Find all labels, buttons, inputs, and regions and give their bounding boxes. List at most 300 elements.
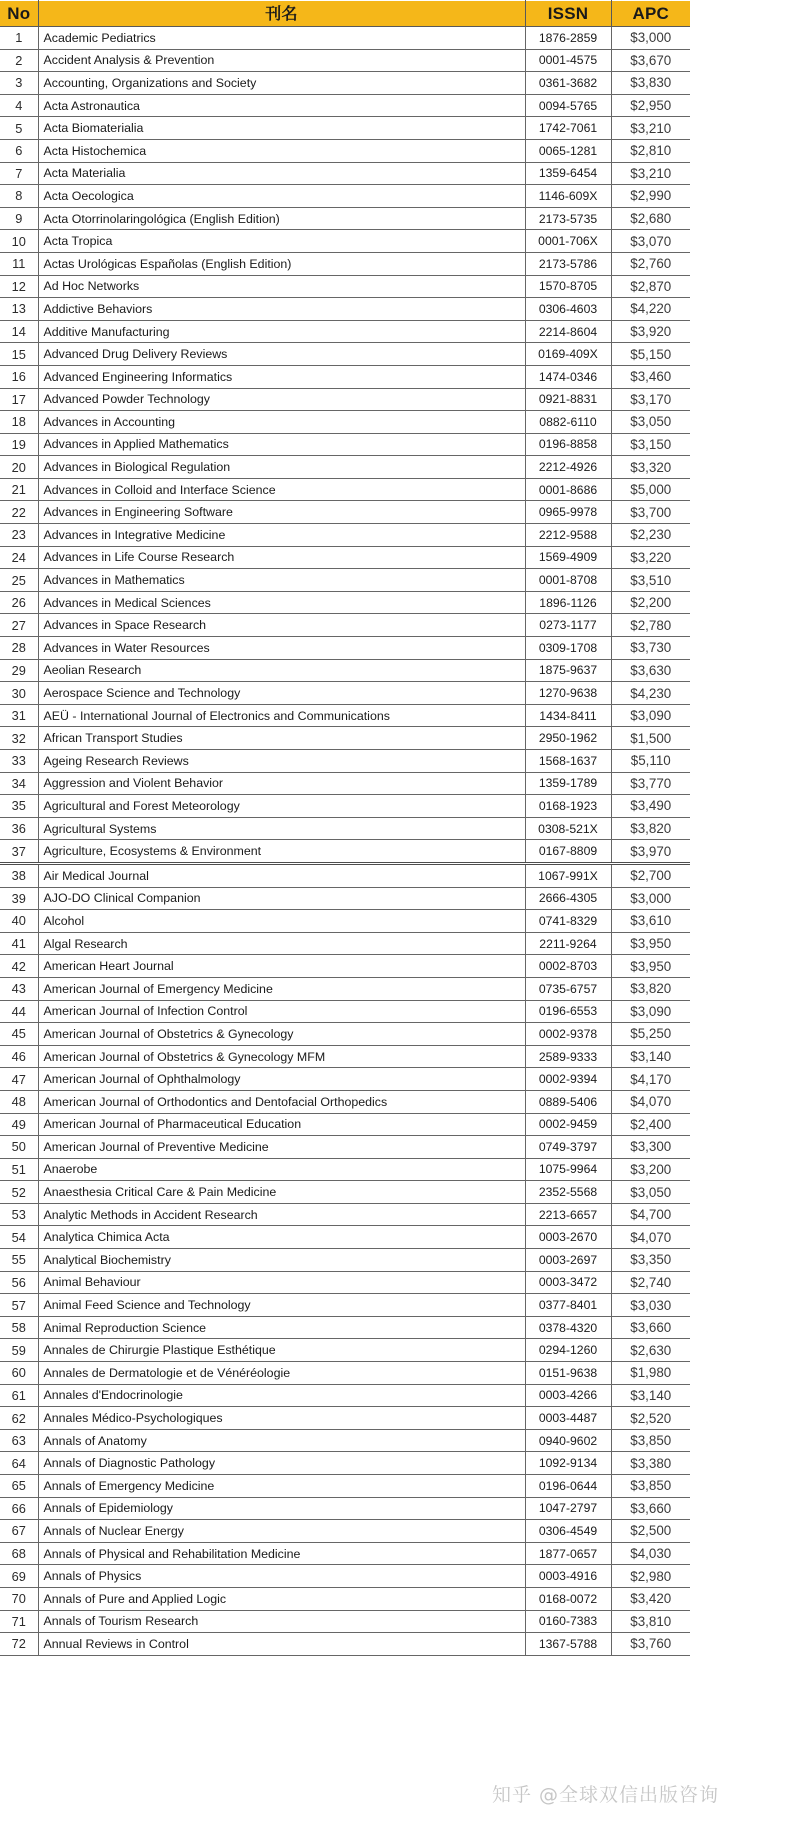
issn-cell[interactable]: 2666-4305: [525, 887, 611, 910]
apc-cell[interactable]: $4,700: [611, 1203, 690, 1226]
table-row[interactable]: [0, 546, 690, 569]
journal-name-cell[interactable]: Ad Hoc Networks: [38, 275, 525, 298]
issn-cell[interactable]: 0741-8329: [525, 910, 611, 933]
journal-name-cell[interactable]: Animal Behaviour: [38, 1271, 525, 1294]
journal-name-cell[interactable]: Acta Biomaterialia: [38, 117, 525, 140]
journal-name-cell[interactable]: Advances in Colloid and Interface Science: [38, 478, 525, 501]
apc-cell[interactable]: $3,630: [611, 659, 690, 682]
table-row[interactable]: [0, 1203, 690, 1226]
row-number-cell[interactable]: 60: [0, 1362, 38, 1385]
row-number-cell[interactable]: 32: [0, 727, 38, 750]
apc-cell[interactable]: $3,950: [611, 955, 690, 978]
journal-name-cell[interactable]: Analytic Methods in Accident Research: [38, 1203, 525, 1226]
journal-name-cell[interactable]: Accident Analysis & Prevention: [38, 49, 525, 72]
journal-name-cell[interactable]: Advances in Medical Sciences: [38, 591, 525, 614]
journal-name-cell[interactable]: Acta Otorrinolaringológica (English Edition): [38, 207, 525, 230]
row-number-cell[interactable]: 26: [0, 591, 38, 614]
journal-name-cell[interactable]: AEÜ - International Journal of Electronics and Communications: [38, 704, 525, 727]
table-row[interactable]: [0, 750, 690, 773]
journal-name-cell[interactable]: Advances in Integrative Medicine: [38, 524, 525, 547]
row-number-cell[interactable]: 69: [0, 1565, 38, 1588]
row-number-cell[interactable]: 41: [0, 932, 38, 955]
apc-cell[interactable]: $3,000: [611, 887, 690, 910]
table-row[interactable]: [0, 727, 690, 750]
column-header-name[interactable]: 刊名: [38, 1, 525, 27]
table-row[interactable]: [0, 1339, 690, 1362]
journal-name-cell[interactable]: Algal Research: [38, 932, 525, 955]
row-number-cell[interactable]: 65: [0, 1475, 38, 1498]
issn-cell[interactable]: 0377-8401: [525, 1294, 611, 1317]
apc-cell[interactable]: $3,220: [611, 546, 690, 569]
row-number-cell[interactable]: 46: [0, 1045, 38, 1068]
journal-name-cell[interactable]: Alcohol: [38, 910, 525, 933]
row-number-cell[interactable]: 17: [0, 388, 38, 411]
apc-cell[interactable]: $2,760: [611, 252, 690, 275]
table-row[interactable]: [0, 977, 690, 1000]
apc-cell[interactable]: $1,980: [611, 1362, 690, 1385]
table-row[interactable]: [0, 1113, 690, 1136]
issn-cell[interactable]: 2211-9264: [525, 932, 611, 955]
row-number-cell[interactable]: 7: [0, 162, 38, 185]
row-number-cell[interactable]: 47: [0, 1068, 38, 1091]
apc-cell[interactable]: $3,970: [611, 840, 690, 864]
issn-cell[interactable]: 1067-991X: [525, 863, 611, 887]
issn-cell[interactable]: 0196-0644: [525, 1475, 611, 1498]
apc-cell[interactable]: $3,610: [611, 910, 690, 933]
apc-cell[interactable]: $2,950: [611, 94, 690, 117]
apc-cell[interactable]: $4,070: [611, 1090, 690, 1113]
apc-cell[interactable]: $2,700: [611, 863, 690, 887]
apc-cell[interactable]: $3,350: [611, 1249, 690, 1272]
apc-cell[interactable]: $2,810: [611, 139, 690, 162]
table-row[interactable]: [0, 27, 690, 50]
row-number-cell[interactable]: 39: [0, 887, 38, 910]
issn-cell[interactable]: 0002-9394: [525, 1068, 611, 1091]
apc-cell[interactable]: $2,630: [611, 1339, 690, 1362]
apc-cell[interactable]: $2,200: [611, 591, 690, 614]
journal-name-cell[interactable]: Analytical Biochemistry: [38, 1249, 525, 1272]
issn-cell[interactable]: 1359-1789: [525, 772, 611, 795]
apc-cell[interactable]: $5,250: [611, 1023, 690, 1046]
apc-cell[interactable]: $3,760: [611, 1633, 690, 1656]
apc-cell[interactable]: $3,660: [611, 1316, 690, 1339]
journal-name-cell[interactable]: Animal Reproduction Science: [38, 1316, 525, 1339]
table-row[interactable]: [0, 1610, 690, 1633]
row-number-cell[interactable]: 9: [0, 207, 38, 230]
apc-cell[interactable]: $3,090: [611, 704, 690, 727]
row-number-cell[interactable]: 30: [0, 682, 38, 705]
table-row[interactable]: [0, 1181, 690, 1204]
row-number-cell[interactable]: 45: [0, 1023, 38, 1046]
apc-cell[interactable]: $3,210: [611, 162, 690, 185]
apc-cell[interactable]: $3,920: [611, 320, 690, 343]
table-row[interactable]: [0, 910, 690, 933]
apc-cell[interactable]: $3,300: [611, 1136, 690, 1159]
table-row[interactable]: [0, 863, 690, 887]
row-number-cell[interactable]: 59: [0, 1339, 38, 1362]
issn-cell[interactable]: 0003-2697: [525, 1249, 611, 1272]
table-row[interactable]: [0, 478, 690, 501]
apc-cell[interactable]: $3,210: [611, 117, 690, 140]
issn-cell[interactable]: 2173-5786: [525, 252, 611, 275]
issn-cell[interactable]: 0168-0072: [525, 1587, 611, 1610]
table-row[interactable]: [0, 72, 690, 95]
apc-cell[interactable]: $3,660: [611, 1497, 690, 1520]
journal-name-cell[interactable]: Ageing Research Reviews: [38, 750, 525, 773]
row-number-cell[interactable]: 67: [0, 1520, 38, 1543]
issn-cell[interactable]: 0735-6757: [525, 977, 611, 1000]
issn-cell[interactable]: 0168-1923: [525, 795, 611, 818]
table-row[interactable]: [0, 1587, 690, 1610]
journal-name-cell[interactable]: American Journal of Orthodontics and Dentofacial Orthopedics: [38, 1090, 525, 1113]
journal-name-cell[interactable]: Advanced Powder Technology: [38, 388, 525, 411]
journal-name-cell[interactable]: American Journal of Preventive Medicine: [38, 1136, 525, 1159]
issn-cell[interactable]: 0003-4487: [525, 1407, 611, 1430]
table-row[interactable]: [0, 1136, 690, 1159]
table-row[interactable]: [0, 230, 690, 253]
row-number-cell[interactable]: 11: [0, 252, 38, 275]
journal-name-cell[interactable]: Academic Pediatrics: [38, 27, 525, 50]
apc-cell[interactable]: $3,090: [611, 1000, 690, 1023]
row-number-cell[interactable]: 37: [0, 840, 38, 864]
row-number-cell[interactable]: 64: [0, 1452, 38, 1475]
journal-name-cell[interactable]: American Journal of Infection Control: [38, 1000, 525, 1023]
journal-name-cell[interactable]: Annales de Dermatologie et de Vénéréologie: [38, 1362, 525, 1385]
apc-cell[interactable]: $3,950: [611, 932, 690, 955]
table-row[interactable]: [0, 772, 690, 795]
table-row[interactable]: [0, 433, 690, 456]
journal-name-cell[interactable]: Acta Astronautica: [38, 94, 525, 117]
issn-cell[interactable]: 1875-9637: [525, 659, 611, 682]
apc-cell[interactable]: $2,400: [611, 1113, 690, 1136]
table-row[interactable]: [0, 591, 690, 614]
journal-name-cell[interactable]: Advances in Water Resources: [38, 637, 525, 660]
table-row[interactable]: [0, 343, 690, 366]
apc-cell[interactable]: $3,510: [611, 569, 690, 592]
table-row[interactable]: [0, 932, 690, 955]
table-row[interactable]: [0, 139, 690, 162]
journal-name-cell[interactable]: American Journal of Pharmaceutical Education: [38, 1113, 525, 1136]
table-row[interactable]: [0, 117, 690, 140]
apc-cell[interactable]: $2,780: [611, 614, 690, 637]
issn-cell[interactable]: 2589-9333: [525, 1045, 611, 1068]
row-number-cell[interactable]: 66: [0, 1497, 38, 1520]
issn-cell[interactable]: 0001-8686: [525, 478, 611, 501]
row-number-cell[interactable]: 48: [0, 1090, 38, 1113]
issn-cell[interactable]: 0749-3797: [525, 1136, 611, 1159]
table-row[interactable]: [0, 320, 690, 343]
journal-name-cell[interactable]: Annals of Diagnostic Pathology: [38, 1452, 525, 1475]
apc-cell[interactable]: $2,870: [611, 275, 690, 298]
row-number-cell[interactable]: 51: [0, 1158, 38, 1181]
issn-cell[interactable]: 2213-6657: [525, 1203, 611, 1226]
table-row[interactable]: [0, 1316, 690, 1339]
journal-name-cell[interactable]: Advanced Drug Delivery Reviews: [38, 343, 525, 366]
issn-cell[interactable]: 0002-8703: [525, 955, 611, 978]
row-number-cell[interactable]: 35: [0, 795, 38, 818]
issn-cell[interactable]: 2212-4926: [525, 456, 611, 479]
issn-cell[interactable]: 0003-4916: [525, 1565, 611, 1588]
apc-cell[interactable]: $3,830: [611, 72, 690, 95]
row-number-cell[interactable]: 38: [0, 863, 38, 887]
row-number-cell[interactable]: 12: [0, 275, 38, 298]
table-row[interactable]: [0, 411, 690, 434]
apc-cell[interactable]: $4,170: [611, 1068, 690, 1091]
table-row[interactable]: [0, 1045, 690, 1068]
apc-cell[interactable]: $3,850: [611, 1475, 690, 1498]
row-number-cell[interactable]: 42: [0, 955, 38, 978]
table-row[interactable]: [0, 1497, 690, 1520]
journal-name-cell[interactable]: Addictive Behaviors: [38, 298, 525, 321]
issn-cell[interactable]: 0308-521X: [525, 817, 611, 840]
row-number-cell[interactable]: 53: [0, 1203, 38, 1226]
row-number-cell[interactable]: 55: [0, 1249, 38, 1272]
apc-cell[interactable]: $3,420: [611, 1587, 690, 1610]
apc-cell[interactable]: $3,140: [611, 1045, 690, 1068]
issn-cell[interactable]: 0378-4320: [525, 1316, 611, 1339]
table-row[interactable]: [0, 275, 690, 298]
table-row[interactable]: [0, 162, 690, 185]
table-row[interactable]: [0, 795, 690, 818]
issn-cell[interactable]: 0921-8831: [525, 388, 611, 411]
journal-name-cell[interactable]: Advances in Engineering Software: [38, 501, 525, 524]
issn-cell[interactable]: 0889-5406: [525, 1090, 611, 1113]
issn-cell[interactable]: 0003-4266: [525, 1384, 611, 1407]
table-row[interactable]: [0, 1249, 690, 1272]
issn-cell[interactable]: 0306-4549: [525, 1520, 611, 1543]
journal-name-cell[interactable]: Annals of Tourism Research: [38, 1610, 525, 1633]
journal-name-cell[interactable]: Air Medical Journal: [38, 863, 525, 887]
table-row[interactable]: [0, 887, 690, 910]
table-row[interactable]: [0, 298, 690, 321]
row-number-cell[interactable]: 15: [0, 343, 38, 366]
issn-cell[interactable]: 0882-6110: [525, 411, 611, 434]
row-number-cell[interactable]: 71: [0, 1610, 38, 1633]
row-number-cell[interactable]: 24: [0, 546, 38, 569]
row-number-cell[interactable]: 5: [0, 117, 38, 140]
issn-cell[interactable]: 0309-1708: [525, 637, 611, 660]
journal-name-cell[interactable]: Advances in Life Course Research: [38, 546, 525, 569]
table-row[interactable]: [0, 1158, 690, 1181]
table-row[interactable]: [0, 1452, 690, 1475]
table-row[interactable]: [0, 456, 690, 479]
issn-cell[interactable]: 1092-9134: [525, 1452, 611, 1475]
row-number-cell[interactable]: 62: [0, 1407, 38, 1430]
table-row[interactable]: [0, 185, 690, 208]
table-row[interactable]: [0, 569, 690, 592]
apc-cell[interactable]: $3,320: [611, 456, 690, 479]
issn-cell[interactable]: 1877-0657: [525, 1542, 611, 1565]
row-number-cell[interactable]: 63: [0, 1429, 38, 1452]
issn-cell[interactable]: 1568-1637: [525, 750, 611, 773]
row-number-cell[interactable]: 31: [0, 704, 38, 727]
apc-cell[interactable]: $3,770: [611, 772, 690, 795]
issn-cell[interactable]: 1075-9964: [525, 1158, 611, 1181]
row-number-cell[interactable]: 40: [0, 910, 38, 933]
issn-cell[interactable]: 1434-8411: [525, 704, 611, 727]
journal-name-cell[interactable]: Analytica Chimica Acta: [38, 1226, 525, 1249]
journal-name-cell[interactable]: Agriculture, Ecosystems & Environment: [38, 840, 525, 864]
journal-name-cell[interactable]: Agricultural Systems: [38, 817, 525, 840]
table-row[interactable]: [0, 501, 690, 524]
journal-name-cell[interactable]: Annales Médico-Psychologiques: [38, 1407, 525, 1430]
issn-cell[interactable]: 0306-4603: [525, 298, 611, 321]
row-number-cell[interactable]: 50: [0, 1136, 38, 1159]
journal-name-cell[interactable]: Advanced Engineering Informatics: [38, 365, 525, 388]
row-number-cell[interactable]: 13: [0, 298, 38, 321]
issn-cell[interactable]: 1146-609X: [525, 185, 611, 208]
row-number-cell[interactable]: 2: [0, 49, 38, 72]
row-number-cell[interactable]: 21: [0, 478, 38, 501]
table-row[interactable]: [0, 1090, 690, 1113]
table-row[interactable]: [0, 704, 690, 727]
journal-name-cell[interactable]: American Journal of Ophthalmology: [38, 1068, 525, 1091]
issn-cell[interactable]: 0002-9378: [525, 1023, 611, 1046]
apc-cell[interactable]: $3,000: [611, 27, 690, 50]
journal-name-cell[interactable]: Annals of Pure and Applied Logic: [38, 1587, 525, 1610]
issn-cell[interactable]: 0361-3682: [525, 72, 611, 95]
issn-cell[interactable]: 1896-1126: [525, 591, 611, 614]
issn-cell[interactable]: 0169-409X: [525, 343, 611, 366]
journal-name-cell[interactable]: Actas Urológicas Españolas (English Edition): [38, 252, 525, 275]
row-number-cell[interactable]: 56: [0, 1271, 38, 1294]
row-number-cell[interactable]: 16: [0, 365, 38, 388]
apc-cell[interactable]: $3,030: [611, 1294, 690, 1317]
row-number-cell[interactable]: 3: [0, 72, 38, 95]
table-row[interactable]: [0, 1294, 690, 1317]
table-row[interactable]: [0, 388, 690, 411]
journal-name-cell[interactable]: AJO-DO Clinical Companion: [38, 887, 525, 910]
apc-cell[interactable]: $2,980: [611, 1565, 690, 1588]
row-number-cell[interactable]: 10: [0, 230, 38, 253]
table-row[interactable]: [0, 1520, 690, 1543]
apc-cell[interactable]: $3,050: [611, 1181, 690, 1204]
row-number-cell[interactable]: 49: [0, 1113, 38, 1136]
apc-cell[interactable]: $2,520: [611, 1407, 690, 1430]
journal-name-cell[interactable]: Animal Feed Science and Technology: [38, 1294, 525, 1317]
row-number-cell[interactable]: 8: [0, 185, 38, 208]
issn-cell[interactable]: 0167-8809: [525, 840, 611, 864]
journal-name-cell[interactable]: Annales d'Endocrinologie: [38, 1384, 525, 1407]
apc-cell[interactable]: $3,670: [611, 49, 690, 72]
issn-cell[interactable]: 0001-706X: [525, 230, 611, 253]
row-number-cell[interactable]: 43: [0, 977, 38, 1000]
issn-cell[interactable]: 0094-5765: [525, 94, 611, 117]
apc-cell[interactable]: $3,380: [611, 1452, 690, 1475]
row-number-cell[interactable]: 57: [0, 1294, 38, 1317]
table-row[interactable]: [0, 955, 690, 978]
journal-name-cell[interactable]: Aeolian Research: [38, 659, 525, 682]
issn-cell[interactable]: 0196-8858: [525, 433, 611, 456]
journal-name-cell[interactable]: Agricultural and Forest Meteorology: [38, 795, 525, 818]
row-number-cell[interactable]: 36: [0, 817, 38, 840]
table-row[interactable]: [0, 524, 690, 547]
table-row[interactable]: [0, 817, 690, 840]
apc-cell[interactable]: $4,030: [611, 1542, 690, 1565]
journal-name-cell[interactable]: Acta Oecologica: [38, 185, 525, 208]
issn-cell[interactable]: 1570-8705: [525, 275, 611, 298]
journal-name-cell[interactable]: Annals of Emergency Medicine: [38, 1475, 525, 1498]
journal-name-cell[interactable]: Acta Tropica: [38, 230, 525, 253]
journal-name-cell[interactable]: Additive Manufacturing: [38, 320, 525, 343]
apc-cell[interactable]: $4,220: [611, 298, 690, 321]
journal-name-cell[interactable]: Aggression and Violent Behavior: [38, 772, 525, 795]
table-row[interactable]: [0, 1000, 690, 1023]
issn-cell[interactable]: 1047-2797: [525, 1497, 611, 1520]
apc-cell[interactable]: $3,140: [611, 1384, 690, 1407]
row-number-cell[interactable]: 4: [0, 94, 38, 117]
journal-name-cell[interactable]: Anaerobe: [38, 1158, 525, 1181]
row-number-cell[interactable]: 54: [0, 1226, 38, 1249]
issn-cell[interactable]: 1367-5788: [525, 1633, 611, 1656]
issn-cell[interactable]: 0001-8708: [525, 569, 611, 592]
apc-cell[interactable]: $3,810: [611, 1610, 690, 1633]
issn-cell[interactable]: 0273-1177: [525, 614, 611, 637]
table-row[interactable]: [0, 1542, 690, 1565]
journal-name-cell[interactable]: American Heart Journal: [38, 955, 525, 978]
table-row[interactable]: [0, 365, 690, 388]
table-row[interactable]: [0, 682, 690, 705]
row-number-cell[interactable]: 61: [0, 1384, 38, 1407]
journal-name-cell[interactable]: American Journal of Emergency Medicine: [38, 977, 525, 1000]
apc-cell[interactable]: $3,170: [611, 388, 690, 411]
table-row[interactable]: [0, 94, 690, 117]
row-number-cell[interactable]: 25: [0, 569, 38, 592]
table-row[interactable]: [0, 637, 690, 660]
table-row[interactable]: [0, 1565, 690, 1588]
row-number-cell[interactable]: 22: [0, 501, 38, 524]
journal-name-cell[interactable]: Advances in Mathematics: [38, 569, 525, 592]
row-number-cell[interactable]: 44: [0, 1000, 38, 1023]
apc-cell[interactable]: $2,230: [611, 524, 690, 547]
row-number-cell[interactable]: 27: [0, 614, 38, 637]
table-row[interactable]: [0, 1384, 690, 1407]
row-number-cell[interactable]: 23: [0, 524, 38, 547]
row-number-cell[interactable]: 34: [0, 772, 38, 795]
row-number-cell[interactable]: 68: [0, 1542, 38, 1565]
journal-name-cell[interactable]: Anaesthesia Critical Care & Pain Medicine: [38, 1181, 525, 1204]
apc-cell[interactable]: $3,700: [611, 501, 690, 524]
apc-cell[interactable]: $3,490: [611, 795, 690, 818]
table-row[interactable]: [0, 49, 690, 72]
row-number-cell[interactable]: 33: [0, 750, 38, 773]
issn-cell[interactable]: 2173-5735: [525, 207, 611, 230]
table-row[interactable]: [0, 840, 690, 864]
row-number-cell[interactable]: 70: [0, 1587, 38, 1610]
table-row[interactable]: [0, 1023, 690, 1046]
journal-name-cell[interactable]: Annals of Physics: [38, 1565, 525, 1588]
apc-cell[interactable]: $1,500: [611, 727, 690, 750]
table-row[interactable]: [0, 1429, 690, 1452]
issn-cell[interactable]: 0065-1281: [525, 139, 611, 162]
journal-name-cell[interactable]: Advances in Accounting: [38, 411, 525, 434]
issn-cell[interactable]: 1270-9638: [525, 682, 611, 705]
table-row[interactable]: [0, 659, 690, 682]
journal-name-cell[interactable]: American Journal of Obstetrics & Gynecology: [38, 1023, 525, 1046]
apc-cell[interactable]: $3,200: [611, 1158, 690, 1181]
table-row[interactable]: [0, 614, 690, 637]
row-number-cell[interactable]: 18: [0, 411, 38, 434]
issn-cell[interactable]: 0294-1260: [525, 1339, 611, 1362]
table-row[interactable]: [0, 1475, 690, 1498]
journal-name-cell[interactable]: Annals of Epidemiology: [38, 1497, 525, 1520]
column-header-no[interactable]: No: [0, 1, 38, 27]
issn-cell[interactable]: 0196-6553: [525, 1000, 611, 1023]
apc-cell[interactable]: $3,730: [611, 637, 690, 660]
issn-cell[interactable]: 1876-2859: [525, 27, 611, 50]
journal-name-cell[interactable]: Acta Histochemica: [38, 139, 525, 162]
issn-cell[interactable]: 0003-2670: [525, 1226, 611, 1249]
